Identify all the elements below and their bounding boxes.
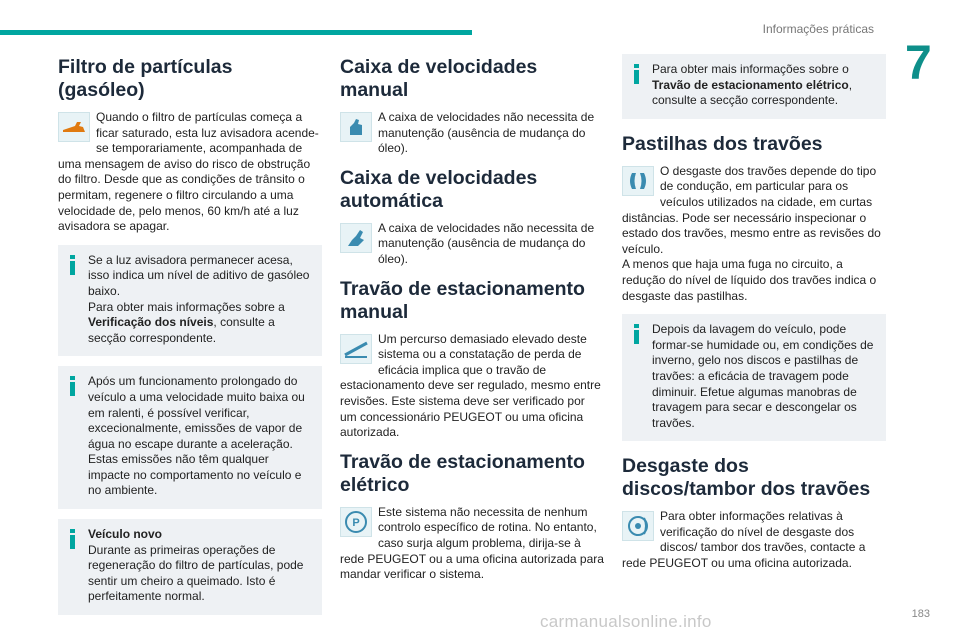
info-additive-text: Se a luz avisadora permanecer acesa, isso indica um nível de aditivo de gasóleo baixo. [88, 252, 310, 298]
info-box-additive [58, 245, 322, 357]
brake-pads-block [622, 164, 886, 304]
section-title-particle-filter: Filtro de partículas (gasóleo) [58, 56, 233, 101]
info-icon [70, 376, 75, 396]
particle-filter-intro [58, 110, 322, 235]
info-icon [634, 64, 639, 84]
brake-pads-text-2: A menos que haja uma fuga no circuito, a redução do nível de líquido dos travões indica o desgaste das pastilhas. [622, 257, 877, 303]
link-levels-check: Verificação dos níveis [88, 315, 214, 330]
info-levels-text: Para obter mais informações sobre a Verificação dos níveis, consulte a secção correspondente. [88, 299, 285, 345]
brake-pads-text-1: O desgaste dos travões depende do tipo de condução, em particular para os veículos utilizados na cidade, em curtas distâncias. Pode ser necessário inspecionar o estado dos travões, mesmo entre as revisões do veículo. [622, 163, 881, 256]
watermark: carmanualsonline.info [540, 612, 712, 631]
auto-gearbox-text: A caixa de velocidades não necessita de manutenção (ausência de mudança do óleo). [378, 220, 595, 266]
manual-gearbox-text: A caixa de velocidades não necessita de manutenção (ausência de mudança do óleo). [378, 110, 595, 156]
info-icon [70, 255, 75, 275]
link-electric-parking-brake: Travão de estacionamento elétrico [652, 77, 849, 92]
column-1 [58, 52, 322, 625]
particle-filter-warning-icon [58, 112, 90, 142]
manual-parking-brake-block [340, 332, 604, 441]
brake-disc-icon [622, 511, 654, 541]
page-number: 183 [911, 608, 930, 620]
info-washing-text: Depois da lavagem do veículo, pode formar-se humidade ou, em condições de inverno, gelo nos discos e pastilhas de travões: a eficácia de travagem pode diminuir. Efetue algumas manobras de travagem para secar e descongelar os travões. [652, 322, 874, 430]
column-3 [622, 52, 886, 582]
disc-wear-text: Para obter informações relativas à verificação do nível de desgaste dos discos/ tambor dos travões, contacte a rede PEUGEOT ou uma oficina autorizada. [622, 509, 866, 571]
header-accent-bar [0, 30, 472, 35]
info-box-new-vehicle [58, 519, 322, 615]
brake-pads-icon [622, 166, 654, 196]
info-vapour-text: Após um funcionamento prolongado do veículo a uma velocidade muito baixa ou em ralenti, é possível verificar, excecionalmente, emissões de vapor de água no escape durante a aceleração. Estas emissões não têm qualquer impacte no comportamento no veículo e no ambiente. [88, 374, 305, 498]
disc-wear-block [622, 509, 886, 571]
section-title-brake-pads: Pastilhas dos travões [622, 132, 823, 155]
particle-filter-intro-text: Quando o filtro de partículas começa a ficar saturado, esta luz avisadora acende-se temporariamente, acompanhada de uma mensagem de aviso do risco de obstrução do filtro. Desde que as condições de trânsito o permitam, regenere o filtro circulando a uma velocidade de, pelo menos, 60 km/h até a luz avisadora se apagar. [58, 110, 319, 234]
gearbox-automatic-icon [340, 223, 372, 253]
info-box-electric-brake: Para obter mais informações sobre o Travão de estacionamento elétrico, consulte a secção correspondente. [622, 54, 886, 119]
column-2 [340, 52, 604, 593]
info-box-vapour [58, 366, 322, 509]
manual-gearbox-block [340, 110, 604, 157]
info-box-washing [622, 314, 886, 441]
info-new-vehicle-title: Veículo novo [88, 527, 163, 542]
running-header: Informações práticas [762, 22, 874, 36]
electric-parking-brake-text: Este sistema não necessita de nenhum controlo específico de rotina. No entanto, caso surja algum problema, dirija-se à rede PEUGEOT ou a uma oficina autorizada para mandar verificar o sistema. [340, 504, 604, 582]
svg-text:P: P [352, 516, 360, 529]
section-title-manual-gearbox: Caixa de velocidades manual [340, 56, 538, 101]
parking-brake-lever-icon [340, 334, 372, 364]
section-title-auto-gearbox: Caixa de velocidades automática [340, 166, 538, 212]
section-title-disc-wear: Desgaste dos discos/tambor dos travões [622, 455, 871, 501]
electric-parking-brake-block [340, 505, 604, 583]
manual-parking-brake-text: Um percurso demasiado elevado deste sistema ou a constatação de perda de eficácia implica que o travão de estacionamento deve ser regulado, mesmo entre revisões. Este sistema deve ser verificado por um concessionário PEUGEOT ou uma oficina autorizada. [340, 331, 601, 440]
auto-gearbox-block [340, 221, 604, 268]
section-title-electric-parking-brake: Travão de estacionamento elétrico [340, 450, 585, 496]
electric-parking-brake-icon [340, 507, 372, 537]
info-new-vehicle-text: Durante as primeiras operações de regeneração do filtro de partículas, pode sentir um cheiro a queimado. Isto é perfeitamente normal. [88, 542, 304, 604]
chapter-number: 7 [905, 37, 932, 90]
gearbox-manual-icon [340, 112, 372, 142]
section-title-manual-parking-brake: Travão de estacionamento manual [340, 277, 585, 323]
info-icon [634, 324, 639, 344]
info-icon [70, 529, 75, 549]
